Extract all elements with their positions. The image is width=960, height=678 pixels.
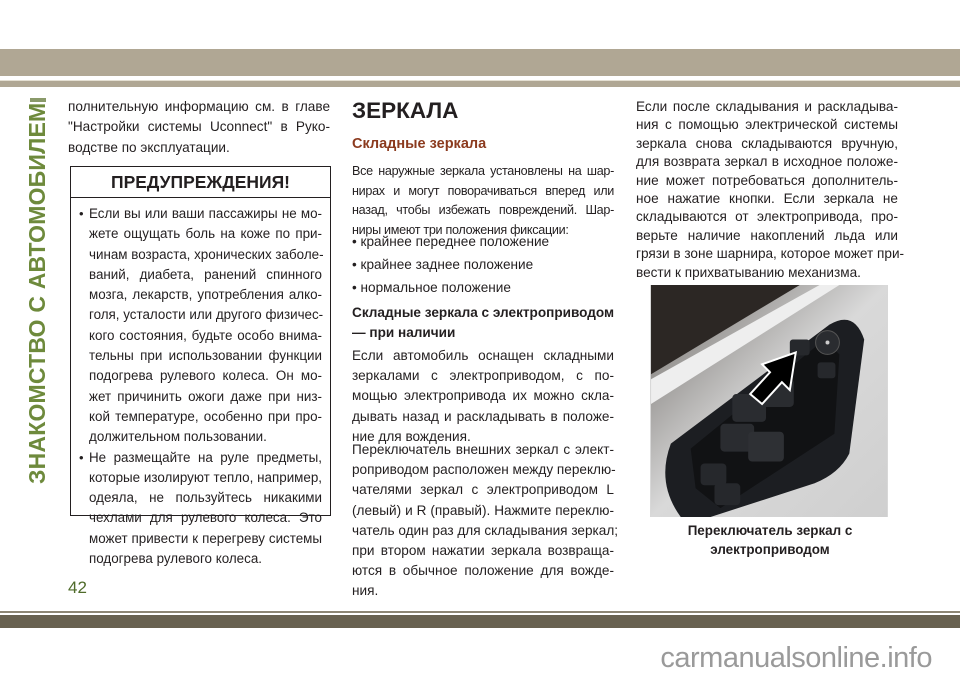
text-line: Если автомобиль оснащен складными xyxy=(352,348,614,363)
warning-box xyxy=(70,166,331,567)
text-line: ния. xyxy=(352,583,379,599)
text-line: которые изолируют тепло, например, xyxy=(89,469,322,485)
text-line: — при наличии xyxy=(352,325,456,340)
text-line: чателями зеркал с электроприводом L xyxy=(352,482,614,498)
text-line: вести к прихватыванию механизма. xyxy=(636,264,861,280)
text-line: ются в обычное положение для вожде- xyxy=(352,563,614,579)
text-line: ниры имеют три положения фиксации: xyxy=(352,222,569,237)
text-line: Переключатель внешних зеркал с элект- xyxy=(352,442,614,457)
bullet: • xyxy=(79,206,84,221)
text-line: жет причинить ожоги даже при низ- xyxy=(89,388,322,404)
warning-item-text xyxy=(89,204,322,448)
section-heading: ЗЕРКАЛА xyxy=(352,98,459,123)
text-line: (левый) и R (правый). Нажмите переклю- xyxy=(352,502,614,518)
text-line: Если вы или ваши пассажиры не мо- xyxy=(89,206,322,221)
text-line: жете ощущать боль на коже по при- xyxy=(89,226,322,242)
position-item: • крайнее переднее положение xyxy=(352,234,550,249)
position-item: • нормальное положение xyxy=(352,280,511,295)
text-line: ваний, диабета, ранений спинного xyxy=(89,266,322,282)
text-line: тельны при использовании функции xyxy=(89,348,322,364)
text-line: дывать назад и раскладывать в положе- xyxy=(352,408,614,424)
caption-line: Переключатель зеркал с xyxy=(687,523,853,538)
mirrors-paragraph xyxy=(352,162,614,240)
text-line: кого состояния, будьте особо внима- xyxy=(89,327,322,343)
caption-line: электроприводом xyxy=(710,542,830,557)
section-sidebar-title: ЗНАКОМСТВО С АВТОМОБИЛЕМ xyxy=(24,102,50,484)
text-line: нирах и могут поворачиваться вперед или xyxy=(352,183,614,198)
text-line: мозга, лекарств, употребления алко- xyxy=(89,287,322,303)
text-line: кой температуре, особенно при про- xyxy=(89,408,322,424)
power-fold-paragraph xyxy=(352,346,614,447)
watermark: carmanualsonline.info xyxy=(660,642,932,674)
text-line: водстве по эксплуатации. xyxy=(68,139,230,155)
text-line: может привести к перегреву системы xyxy=(89,530,322,546)
text-line: для возврата зеркал в исходное положе- xyxy=(636,154,898,170)
power-fold-heading xyxy=(352,303,614,343)
header-band xyxy=(0,49,960,76)
text-line: полнительную информацию см. в главе xyxy=(68,99,330,114)
text-line: при втором нажатии зеркала возвраща- xyxy=(352,542,614,558)
text-line: назад, чтобы избежать повреждений. Шар- xyxy=(352,203,614,217)
warning-title: ПРЕДУПРЕЖДЕНИЯ! xyxy=(71,167,330,198)
text-line: Все наружные зеркала установлены на шар- xyxy=(352,164,614,178)
header-rule xyxy=(0,80,960,87)
bullet: • xyxy=(79,449,84,465)
text-line: ние для вождения. xyxy=(352,428,471,444)
switch-paragraph xyxy=(352,440,619,602)
text-line: Складные зеркала с электроприводом xyxy=(352,305,615,320)
text-line: роприводом расположен между переклю- xyxy=(352,462,616,478)
intro-paragraph xyxy=(68,97,330,158)
text-line: ное нажатие кнопки. Если зеркала не xyxy=(636,190,898,206)
text-line: складываются от электропривода, про- xyxy=(636,209,898,225)
text-line: зеркала снова складываются вручную, xyxy=(636,135,898,151)
text-line: верьте наличие накоплений льда или xyxy=(636,227,898,243)
subsection-heading: Складные зеркала xyxy=(352,136,487,152)
footer-band xyxy=(0,615,960,628)
text-line: Не размещайте на руле предметы, xyxy=(89,449,322,465)
text-line: подогрева рулевого колеса. xyxy=(89,551,262,567)
text-line: ния с помощью электрической системы xyxy=(636,117,898,133)
figure-caption xyxy=(640,521,900,559)
text-line: одеяла, не пользуйтесь никакими xyxy=(89,490,322,506)
text-line: мощью электропривода их можно скла- xyxy=(352,388,614,404)
text-line: должительном пользовании. xyxy=(89,429,267,445)
text-line: подогрева рулевого колеса. Он мо- xyxy=(89,368,322,384)
text-line: "Настройки системы Uconnect" в Руко- xyxy=(68,119,330,135)
warning-item-text xyxy=(89,448,322,570)
footer-rule xyxy=(0,611,960,613)
mirror-switch-photo xyxy=(650,285,888,517)
page-number: 42 xyxy=(68,578,87,597)
position-item: • крайнее заднее положение xyxy=(352,257,534,272)
text-line: зеркалами с электроприводом, с по- xyxy=(352,368,614,384)
text-line: чинам возраста, хронических заболе- xyxy=(89,246,324,262)
text-line: чехлами для рулевого колеса. Это xyxy=(89,510,322,526)
text-line: ние может потребоваться дополнитель- xyxy=(636,172,898,188)
text-line: чатель один раз для складывания зеркал; xyxy=(352,522,619,538)
text-line: голя, усталости или другого физичес- xyxy=(89,307,324,323)
text-line: Если после складывания и раскладыва- xyxy=(636,99,898,114)
manual-fold-paragraph xyxy=(636,98,905,282)
text-line: грязи в зоне шарнира, которое может при- xyxy=(636,246,905,262)
